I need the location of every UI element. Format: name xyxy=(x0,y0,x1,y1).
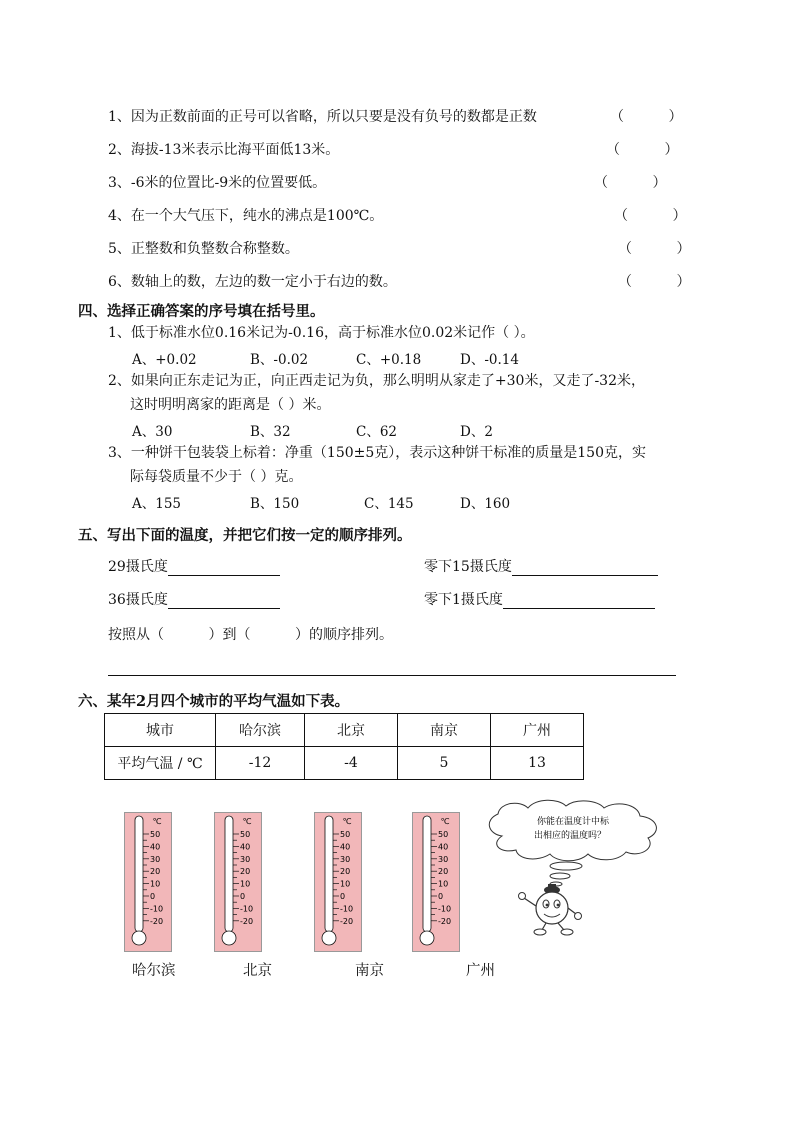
section4-q1: 1、低于标准水位0.16米记为-0.16，高于标准水位0.02米记作（ ）。 xyxy=(108,325,535,341)
judgement-item-1: 1、因为正数前面的正号可以省略，所以只要是没有负号的数都是正数 xyxy=(108,109,537,125)
thermometer-bulb xyxy=(420,931,434,945)
temp-blank-4[interactable] xyxy=(503,592,655,609)
section6-title: 六、某年2月四个城市的平均气温如下表。 xyxy=(78,693,350,710)
table-cell: 5 xyxy=(398,747,491,780)
thermometer-panel xyxy=(315,813,362,952)
q3-option-d[interactable]: D、160 xyxy=(460,496,511,512)
table-row xyxy=(105,747,584,780)
city-label-beijing: 北京 xyxy=(243,963,272,979)
temp-label-1: 29摄氏度 xyxy=(108,559,168,575)
thermometer-tick-label: -10 xyxy=(340,904,354,914)
table-cell: 北京 xyxy=(305,714,398,747)
thermometer-tick-label: 50 xyxy=(240,830,251,839)
temp-item-1 xyxy=(108,556,280,576)
answer-paren-2[interactable]: （ ） xyxy=(606,142,679,158)
section5-title: 五、写出下面的温度，并把它们按一定的顺序排列。 xyxy=(78,527,412,544)
answer-paren-4[interactable]: （ ） xyxy=(614,208,687,224)
thermometer-tick-label: 20 xyxy=(240,867,251,877)
temp-item-2 xyxy=(424,556,658,576)
thermometer-guangzhou[interactable] xyxy=(412,812,460,952)
judgement-item-4: 4、在一个大气压下，纯水的沸点是100℃。 xyxy=(108,208,384,224)
temp-item-4 xyxy=(424,589,655,609)
cartoon-character xyxy=(519,884,582,935)
section4-q3-line1: 3、一种饼干包装袋上标着：净重（150±5克），表示这种饼干标准的质量是150克，实 xyxy=(108,445,646,461)
judgement-item-6: 6、数轴上的数，左边的数一定小于右边的数。 xyxy=(108,274,397,290)
bubble-line-2: 出相应的温度吗？ xyxy=(533,831,607,841)
table-cell: 平均气温 / ℃ xyxy=(105,747,216,780)
temp-blank-2[interactable] xyxy=(512,559,658,576)
thermometer-tick-label: 0 xyxy=(240,892,246,901)
order-sentence: 按照从（ ）到（ ）的顺序排列。 xyxy=(108,627,394,643)
thermometer-tube xyxy=(135,816,143,932)
judgement-item-5: 5、正整数和负整数合称整数。 xyxy=(108,241,299,257)
q3-option-c[interactable]: C、145 xyxy=(364,496,414,512)
thermometer-tick-label: 50 xyxy=(150,830,161,839)
thermometer-beijing[interactable] xyxy=(214,812,262,952)
thermometer-unit: ℃ xyxy=(440,817,450,826)
thermometer-tube xyxy=(225,816,233,932)
thermometer-tick-label: -10 xyxy=(438,904,452,914)
table-header-row xyxy=(105,714,584,747)
thermometer-bulb xyxy=(222,931,236,945)
thermometer-tick-label: 0 xyxy=(340,892,346,901)
table-cell: 广州 xyxy=(491,714,584,747)
thermometer-tick-label: 20 xyxy=(438,867,449,877)
table-cell: 哈尔滨 xyxy=(216,714,305,747)
thermometer-tube xyxy=(423,816,431,932)
city-label-guangzhou: 广州 xyxy=(466,963,495,979)
thermometer-tick-label: -20 xyxy=(438,916,452,926)
thermometer-tick-label: 50 xyxy=(438,830,449,839)
thermometer-unit: ℃ xyxy=(152,817,162,826)
temp-label-3: 36摄氏度 xyxy=(108,592,168,608)
table-cell: 城市 xyxy=(105,714,216,747)
section4-q2-line2: 这时明明离家的距离是（ ）米。 xyxy=(130,397,331,413)
thermometer-tick-label: 10 xyxy=(150,879,161,889)
thermometer-tick-label: 20 xyxy=(340,867,351,877)
q1-option-c[interactable]: C、+0.18 xyxy=(356,352,422,368)
table-cell: 13 xyxy=(491,747,584,780)
judgement-item-3: 3、-6米的位置比-9米的位置要低。 xyxy=(108,175,327,191)
thermometer-tick-label: -10 xyxy=(150,904,164,914)
section4-title: 四、选择正确答案的序号填在括号里。 xyxy=(78,303,325,320)
thermometer-tick-label: 0 xyxy=(438,892,444,901)
thought-bubble-illustration xyxy=(480,798,666,940)
thermometer-tick-label: 30 xyxy=(240,854,251,864)
thermometer-tick-label: 30 xyxy=(438,854,449,864)
q2-option-b[interactable]: B、32 xyxy=(250,424,291,440)
temperature-table xyxy=(104,713,584,780)
thermometer-tick-label: 0 xyxy=(150,892,156,901)
answer-paren-6[interactable]: （ ） xyxy=(618,274,691,290)
thermometer-tick-label: -20 xyxy=(240,916,254,926)
thermometer-bulb xyxy=(132,931,146,945)
thermometer-tick-label: -10 xyxy=(240,904,254,914)
temp-blank-1[interactable] xyxy=(168,559,280,576)
temp-label-2: 零下15摄氏度 xyxy=(424,559,512,575)
q3-option-a[interactable]: A、155 xyxy=(132,496,182,512)
thermometer-tick-label: 40 xyxy=(150,842,161,852)
q1-option-d[interactable]: D、-0.14 xyxy=(460,352,519,368)
thermometer-tick-label: -20 xyxy=(150,916,164,926)
thermometer-tick-label: 10 xyxy=(438,879,449,889)
answer-paren-5[interactable]: （ ） xyxy=(618,241,691,257)
answer-paren-1[interactable]: （ ） xyxy=(610,109,683,125)
thermometer-tick-label: 30 xyxy=(150,854,161,864)
city-label-harbin: 哈尔滨 xyxy=(132,963,176,979)
thermometer-tube xyxy=(325,816,333,932)
q1-option-a[interactable]: A、+0.02 xyxy=(132,352,197,368)
thermometer-tick-label: 40 xyxy=(438,842,449,852)
q2-option-c[interactable]: C、62 xyxy=(356,424,398,440)
thermometer-tick-label: 40 xyxy=(340,842,351,852)
thermometer-harbin[interactable] xyxy=(124,812,172,952)
answer-paren-3[interactable]: （ ） xyxy=(594,175,667,191)
thermometer-tick-label: 10 xyxy=(240,879,251,889)
q1-option-b[interactable]: B、-0.02 xyxy=(250,352,309,368)
thermometer-tick-label: 50 xyxy=(340,830,351,839)
cloud-bubble xyxy=(489,800,656,886)
section4-q2-line1: 2、如果向正东走记为正，向正西走记为负，那么明明从家走了+30米，又走了-32米， xyxy=(108,373,645,389)
thermometer-tick-label: 40 xyxy=(240,842,251,852)
judgement-item-2: 2、海拔-13米表示比海平面低13米。 xyxy=(108,142,340,158)
thermometer-tick-label: 20 xyxy=(150,867,161,877)
section4-q3-line2: 际每袋质量不少于（ ）克。 xyxy=(130,469,303,485)
thermometer-unit: ℃ xyxy=(242,817,252,826)
thermometer-bulb xyxy=(322,931,336,945)
thermometer-nanjing[interactable] xyxy=(314,812,362,952)
thermometer-unit: ℃ xyxy=(342,817,352,826)
city-label-nanjing: 南京 xyxy=(355,963,384,979)
thermometer-tick-label: -20 xyxy=(340,916,354,926)
table-cell: 南京 xyxy=(398,714,491,747)
answer-line[interactable] xyxy=(108,675,676,676)
thermometer-panel xyxy=(413,813,460,952)
q2-option-d[interactable]: D、2 xyxy=(460,424,493,440)
thermometer-tick-label: 10 xyxy=(340,879,351,889)
thermometer-panel xyxy=(125,813,172,952)
temp-item-3 xyxy=(108,589,280,609)
temp-label-4: 零下1摄氏度 xyxy=(424,592,503,608)
thermometer-panel xyxy=(215,813,262,952)
table-cell: -12 xyxy=(216,747,305,780)
table-cell: -4 xyxy=(305,747,398,780)
thermometer-tick-label: 30 xyxy=(340,854,351,864)
q3-option-b[interactable]: B、150 xyxy=(250,496,300,512)
bubble-line-1: 你能在温度计中标 xyxy=(536,817,610,827)
temp-blank-3[interactable] xyxy=(168,592,280,609)
q2-option-a[interactable]: A、30 xyxy=(132,424,173,440)
